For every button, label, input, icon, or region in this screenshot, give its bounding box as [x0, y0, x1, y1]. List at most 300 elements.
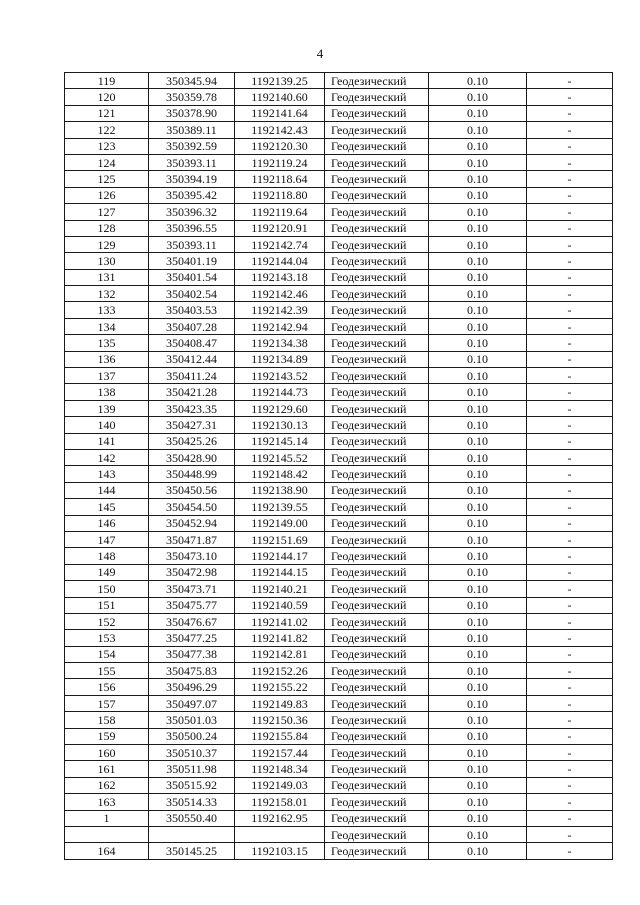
y-coordinate-cell: 1192162.95 [235, 810, 325, 826]
table-row [65, 761, 613, 777]
y-coordinate-cell: 1192144.15 [235, 564, 325, 580]
point-number-cell: 119 [65, 73, 149, 89]
y-coordinate-cell: 1192140.21 [235, 581, 325, 597]
method-cell: Геодезический [325, 351, 429, 367]
point-number-cell: 133 [65, 302, 149, 318]
accuracy-cell: 0.10 [429, 335, 527, 351]
method-cell: Геодезический [325, 269, 429, 285]
x-coordinate-cell: 350421.28 [149, 384, 235, 400]
table-row [65, 154, 613, 170]
accuracy-cell: 0.10 [429, 105, 527, 121]
note-cell: - [527, 236, 613, 252]
note-cell: - [527, 777, 613, 793]
point-number-cell: 140 [65, 417, 149, 433]
table-row [65, 138, 613, 154]
y-coordinate-cell: 1192120.30 [235, 138, 325, 154]
y-coordinate-cell: 1192152.26 [235, 663, 325, 679]
point-number-cell: 128 [65, 220, 149, 236]
x-coordinate-cell [149, 826, 235, 842]
accuracy-cell: 0.10 [429, 466, 527, 482]
method-cell: Геодезический [325, 253, 429, 269]
note-cell: - [527, 171, 613, 187]
page-number: 4 [316, 46, 324, 61]
point-number-cell: 143 [65, 466, 149, 482]
table-row [65, 663, 613, 679]
method-cell: Геодезический [325, 122, 429, 138]
table-row [65, 515, 613, 531]
y-coordinate-cell: 1192148.34 [235, 761, 325, 777]
point-number-cell: 123 [65, 138, 149, 154]
x-coordinate-cell: 350402.54 [149, 286, 235, 302]
point-number-cell: 147 [65, 531, 149, 547]
coordinates-table-body [65, 73, 613, 860]
x-coordinate-cell: 350500.24 [149, 728, 235, 744]
table-row [65, 499, 613, 515]
method-cell: Геодезический [325, 712, 429, 728]
point-number-cell: 122 [65, 122, 149, 138]
x-coordinate-cell: 350452.94 [149, 515, 235, 531]
table-row [65, 613, 613, 629]
x-coordinate-cell: 350497.07 [149, 695, 235, 711]
x-coordinate-cell: 350510.37 [149, 745, 235, 761]
accuracy-cell: 0.10 [429, 597, 527, 613]
accuracy-cell: 0.10 [429, 794, 527, 810]
note-cell: - [527, 138, 613, 154]
accuracy-cell: 0.10 [429, 761, 527, 777]
table-row [65, 204, 613, 220]
point-number-cell: 160 [65, 745, 149, 761]
point-number-cell: 121 [65, 105, 149, 121]
x-coordinate-cell: 350514.33 [149, 794, 235, 810]
method-cell: Геодезический [325, 548, 429, 564]
note-cell: - [527, 663, 613, 679]
accuracy-cell: 0.10 [429, 368, 527, 384]
coordinates-table [64, 72, 613, 860]
y-coordinate-cell: 1192134.89 [235, 351, 325, 367]
method-cell: Геодезический [325, 449, 429, 465]
point-number-cell: 158 [65, 712, 149, 728]
method-cell: Геодезический [325, 171, 429, 187]
table-row [65, 433, 613, 449]
note-cell: - [527, 515, 613, 531]
accuracy-cell: 0.10 [429, 122, 527, 138]
y-coordinate-cell: 1192118.80 [235, 187, 325, 203]
table-row [65, 695, 613, 711]
y-coordinate-cell: 1192134.38 [235, 335, 325, 351]
y-coordinate-cell: 1192130.13 [235, 417, 325, 433]
accuracy-cell: 0.10 [429, 499, 527, 515]
accuracy-cell: 0.10 [429, 712, 527, 728]
x-coordinate-cell: 350448.99 [149, 466, 235, 482]
y-coordinate-cell: 1192157.44 [235, 745, 325, 761]
note-cell: - [527, 105, 613, 121]
method-cell: Геодезический [325, 843, 429, 859]
y-coordinate-cell: 1192119.24 [235, 154, 325, 170]
x-coordinate-cell: 350389.11 [149, 122, 235, 138]
table-row [65, 318, 613, 334]
method-cell: Геодезический [325, 302, 429, 318]
point-number-cell: 157 [65, 695, 149, 711]
accuracy-cell: 0.10 [429, 646, 527, 662]
note-cell: - [527, 89, 613, 105]
x-coordinate-cell: 350401.19 [149, 253, 235, 269]
point-number-cell: 149 [65, 564, 149, 580]
point-number-cell: 154 [65, 646, 149, 662]
point-number-cell: 134 [65, 318, 149, 334]
accuracy-cell: 0.10 [429, 417, 527, 433]
method-cell: Геодезический [325, 384, 429, 400]
method-cell: Геодезический [325, 89, 429, 105]
table-row [65, 400, 613, 416]
table-row [65, 220, 613, 236]
y-coordinate-cell: 1192148.42 [235, 466, 325, 482]
accuracy-cell: 0.10 [429, 171, 527, 187]
x-coordinate-cell: 350472.98 [149, 564, 235, 580]
x-coordinate-cell: 350394.19 [149, 171, 235, 187]
method-cell: Геодезический [325, 417, 429, 433]
y-coordinate-cell: 1192120.91 [235, 220, 325, 236]
note-cell: - [527, 73, 613, 89]
x-coordinate-cell: 350393.11 [149, 154, 235, 170]
x-coordinate-cell: 350378.90 [149, 105, 235, 121]
accuracy-cell: 0.10 [429, 433, 527, 449]
accuracy-cell: 0.10 [429, 581, 527, 597]
accuracy-cell: 0.10 [429, 613, 527, 629]
x-coordinate-cell: 350476.67 [149, 613, 235, 629]
x-coordinate-cell: 350423.35 [149, 400, 235, 416]
table-row [65, 171, 613, 187]
y-coordinate-cell: 1192141.82 [235, 630, 325, 646]
method-cell: Геодезический [325, 630, 429, 646]
y-coordinate-cell: 1192149.03 [235, 777, 325, 793]
note-cell: - [527, 204, 613, 220]
point-number-cell: 120 [65, 89, 149, 105]
point-number-cell: 129 [65, 236, 149, 252]
y-coordinate-cell: 1192119.64 [235, 204, 325, 220]
point-number-cell: 137 [65, 368, 149, 384]
method-cell: Геодезический [325, 154, 429, 170]
table-row [65, 548, 613, 564]
table-row [65, 794, 613, 810]
accuracy-cell: 0.10 [429, 351, 527, 367]
table-row [65, 187, 613, 203]
point-number-cell: 162 [65, 777, 149, 793]
point-number-cell: 138 [65, 384, 149, 400]
point-number-cell: 124 [65, 154, 149, 170]
point-number-cell: 131 [65, 269, 149, 285]
method-cell: Геодезический [325, 400, 429, 416]
y-coordinate-cell: 1192151.69 [235, 531, 325, 547]
y-coordinate-cell: 1192129.60 [235, 400, 325, 416]
note-cell: - [527, 351, 613, 367]
method-cell: Геодезический [325, 220, 429, 236]
method-cell: Геодезический [325, 515, 429, 531]
note-cell: - [527, 810, 613, 826]
y-coordinate-cell: 1192141.64 [235, 105, 325, 121]
accuracy-cell: 0.10 [429, 548, 527, 564]
note-cell: - [527, 154, 613, 170]
point-number-cell: 125 [65, 171, 149, 187]
y-coordinate-cell: 1192149.00 [235, 515, 325, 531]
table-row [65, 89, 613, 105]
note-cell: - [527, 630, 613, 646]
accuracy-cell: 0.10 [429, 318, 527, 334]
x-coordinate-cell: 350392.59 [149, 138, 235, 154]
table-row [65, 335, 613, 351]
point-number-cell: 136 [65, 351, 149, 367]
accuracy-cell: 0.10 [429, 826, 527, 842]
table-row [65, 105, 613, 121]
note-cell: - [527, 843, 613, 859]
x-coordinate-cell: 350501.03 [149, 712, 235, 728]
method-cell: Геодезический [325, 73, 429, 89]
note-cell: - [527, 220, 613, 236]
point-number-cell: 146 [65, 515, 149, 531]
point-number-cell: 152 [65, 613, 149, 629]
method-cell: Геодезический [325, 204, 429, 220]
accuracy-cell: 0.10 [429, 73, 527, 89]
x-coordinate-cell: 350454.50 [149, 499, 235, 515]
accuracy-cell: 0.10 [429, 154, 527, 170]
x-coordinate-cell: 350145.25 [149, 843, 235, 859]
y-coordinate-cell: 1192142.46 [235, 286, 325, 302]
table-row [65, 531, 613, 547]
y-coordinate-cell: 1192155.84 [235, 728, 325, 744]
x-coordinate-cell: 350471.87 [149, 531, 235, 547]
method-cell: Геодезический [325, 777, 429, 793]
table-row [65, 73, 613, 89]
y-coordinate-cell: 1192145.52 [235, 449, 325, 465]
point-number-cell: 148 [65, 548, 149, 564]
table-row [65, 777, 613, 793]
y-coordinate-cell: 1192141.02 [235, 613, 325, 629]
accuracy-cell: 0.10 [429, 515, 527, 531]
point-number-cell: 155 [65, 663, 149, 679]
note-cell: - [527, 564, 613, 580]
x-coordinate-cell: 350496.29 [149, 679, 235, 695]
method-cell: Геодезический [325, 810, 429, 826]
y-coordinate-cell: 1192140.60 [235, 89, 325, 105]
table-row [65, 286, 613, 302]
note-cell: - [527, 548, 613, 564]
accuracy-cell: 0.10 [429, 810, 527, 826]
y-coordinate-cell: 1192144.04 [235, 253, 325, 269]
method-cell: Геодезический [325, 499, 429, 515]
x-coordinate-cell: 350396.55 [149, 220, 235, 236]
note-cell: - [527, 368, 613, 384]
accuracy-cell: 0.10 [429, 220, 527, 236]
accuracy-cell: 0.10 [429, 679, 527, 695]
y-coordinate-cell [235, 826, 325, 842]
point-number-cell: 161 [65, 761, 149, 777]
table-row [65, 384, 613, 400]
note-cell: - [527, 597, 613, 613]
method-cell: Геодезический [325, 761, 429, 777]
point-number-cell: 126 [65, 187, 149, 203]
accuracy-cell: 0.10 [429, 745, 527, 761]
note-cell: - [527, 417, 613, 433]
table-row [65, 368, 613, 384]
note-cell: - [527, 613, 613, 629]
table-row [65, 269, 613, 285]
x-coordinate-cell: 350393.11 [149, 236, 235, 252]
method-cell: Геодезический [325, 564, 429, 580]
y-coordinate-cell: 1192142.43 [235, 122, 325, 138]
x-coordinate-cell: 350403.53 [149, 302, 235, 318]
method-cell: Геодезический [325, 646, 429, 662]
x-coordinate-cell: 350511.98 [149, 761, 235, 777]
x-coordinate-cell: 350412.44 [149, 351, 235, 367]
table-row [65, 302, 613, 318]
x-coordinate-cell: 350396.32 [149, 204, 235, 220]
method-cell: Геодезический [325, 531, 429, 547]
point-number-cell: 159 [65, 728, 149, 744]
table-row [65, 253, 613, 269]
note-cell: - [527, 449, 613, 465]
table-row [65, 581, 613, 597]
note-cell: - [527, 646, 613, 662]
accuracy-cell: 0.10 [429, 630, 527, 646]
note-cell: - [527, 695, 613, 711]
point-number-cell: 144 [65, 482, 149, 498]
table-row [65, 597, 613, 613]
x-coordinate-cell: 350401.54 [149, 269, 235, 285]
y-coordinate-cell: 1192150.36 [235, 712, 325, 728]
table-row [65, 843, 613, 859]
note-cell: - [527, 384, 613, 400]
method-cell: Геодезический [325, 187, 429, 203]
point-number-cell: 127 [65, 204, 149, 220]
note-cell: - [527, 318, 613, 334]
x-coordinate-cell: 350395.42 [149, 187, 235, 203]
table-row [65, 236, 613, 252]
point-number-cell: 142 [65, 449, 149, 465]
x-coordinate-cell: 350477.25 [149, 630, 235, 646]
accuracy-cell: 0.10 [429, 302, 527, 318]
point-number-cell: 153 [65, 630, 149, 646]
note-cell: - [527, 286, 613, 302]
x-coordinate-cell: 350477.38 [149, 646, 235, 662]
note-cell: - [527, 335, 613, 351]
table-row [65, 466, 613, 482]
table-row [65, 122, 613, 138]
accuracy-cell: 0.10 [429, 384, 527, 400]
note-cell: - [527, 400, 613, 416]
note-cell: - [527, 581, 613, 597]
method-cell: Геодезический [325, 613, 429, 629]
point-number-cell: 151 [65, 597, 149, 613]
x-coordinate-cell: 350427.31 [149, 417, 235, 433]
method-cell: Геодезический [325, 695, 429, 711]
point-number-cell: 163 [65, 794, 149, 810]
method-cell: Геодезический [325, 433, 429, 449]
point-number-cell: 132 [65, 286, 149, 302]
x-coordinate-cell: 350345.94 [149, 73, 235, 89]
y-coordinate-cell: 1192142.94 [235, 318, 325, 334]
point-number-cell: 130 [65, 253, 149, 269]
method-cell: Геодезический [325, 286, 429, 302]
table-row [65, 728, 613, 744]
note-cell: - [527, 253, 613, 269]
point-number-cell: 145 [65, 499, 149, 515]
accuracy-cell: 0.10 [429, 286, 527, 302]
y-coordinate-cell: 1192155.22 [235, 679, 325, 695]
y-coordinate-cell: 1192142.39 [235, 302, 325, 318]
x-coordinate-cell: 350411.24 [149, 368, 235, 384]
method-cell: Геодезический [325, 745, 429, 761]
method-cell: Геодезический [325, 335, 429, 351]
y-coordinate-cell: 1192142.81 [235, 646, 325, 662]
point-number-cell [65, 826, 149, 842]
method-cell: Геодезический [325, 826, 429, 842]
note-cell: - [527, 482, 613, 498]
note-cell: - [527, 466, 613, 482]
x-coordinate-cell: 350475.77 [149, 597, 235, 613]
table-row [65, 482, 613, 498]
accuracy-cell: 0.10 [429, 253, 527, 269]
note-cell: - [527, 302, 613, 318]
y-coordinate-cell: 1192139.55 [235, 499, 325, 515]
method-cell: Геодезический [325, 482, 429, 498]
note-cell: - [527, 745, 613, 761]
note-cell: - [527, 794, 613, 810]
y-coordinate-cell: 1192158.01 [235, 794, 325, 810]
y-coordinate-cell: 1192145.14 [235, 433, 325, 449]
y-coordinate-cell: 1192143.52 [235, 368, 325, 384]
note-cell: - [527, 531, 613, 547]
y-coordinate-cell: 1192103.15 [235, 843, 325, 859]
x-coordinate-cell: 350473.71 [149, 581, 235, 597]
y-coordinate-cell: 1192144.73 [235, 384, 325, 400]
x-coordinate-cell: 350428.90 [149, 449, 235, 465]
table-row [65, 745, 613, 761]
x-coordinate-cell: 350407.28 [149, 318, 235, 334]
table-row [65, 826, 613, 842]
table-row [65, 712, 613, 728]
point-number-cell: 135 [65, 335, 149, 351]
y-coordinate-cell: 1192139.25 [235, 73, 325, 89]
note-cell: - [527, 269, 613, 285]
note-cell: - [527, 761, 613, 777]
point-number-cell: 139 [65, 400, 149, 416]
accuracy-cell: 0.10 [429, 695, 527, 711]
table-row [65, 679, 613, 695]
method-cell: Геодезический [325, 597, 429, 613]
accuracy-cell: 0.10 [429, 204, 527, 220]
note-cell: - [527, 728, 613, 744]
y-coordinate-cell: 1192118.64 [235, 171, 325, 187]
point-number-cell: 1 [65, 810, 149, 826]
note-cell: - [527, 433, 613, 449]
x-coordinate-cell: 350425.26 [149, 433, 235, 449]
x-coordinate-cell: 350475.83 [149, 663, 235, 679]
method-cell: Геодезический [325, 679, 429, 695]
accuracy-cell: 0.10 [429, 728, 527, 744]
method-cell: Геодезический [325, 581, 429, 597]
x-coordinate-cell: 350515.92 [149, 777, 235, 793]
method-cell: Геодезический [325, 236, 429, 252]
note-cell: - [527, 499, 613, 515]
point-number-cell: 141 [65, 433, 149, 449]
table-row [65, 630, 613, 646]
note-cell: - [527, 122, 613, 138]
point-number-cell: 150 [65, 581, 149, 597]
y-coordinate-cell: 1192138.90 [235, 482, 325, 498]
table-row [65, 417, 613, 433]
method-cell: Геодезический [325, 728, 429, 744]
note-cell: - [527, 187, 613, 203]
table-row [65, 810, 613, 826]
